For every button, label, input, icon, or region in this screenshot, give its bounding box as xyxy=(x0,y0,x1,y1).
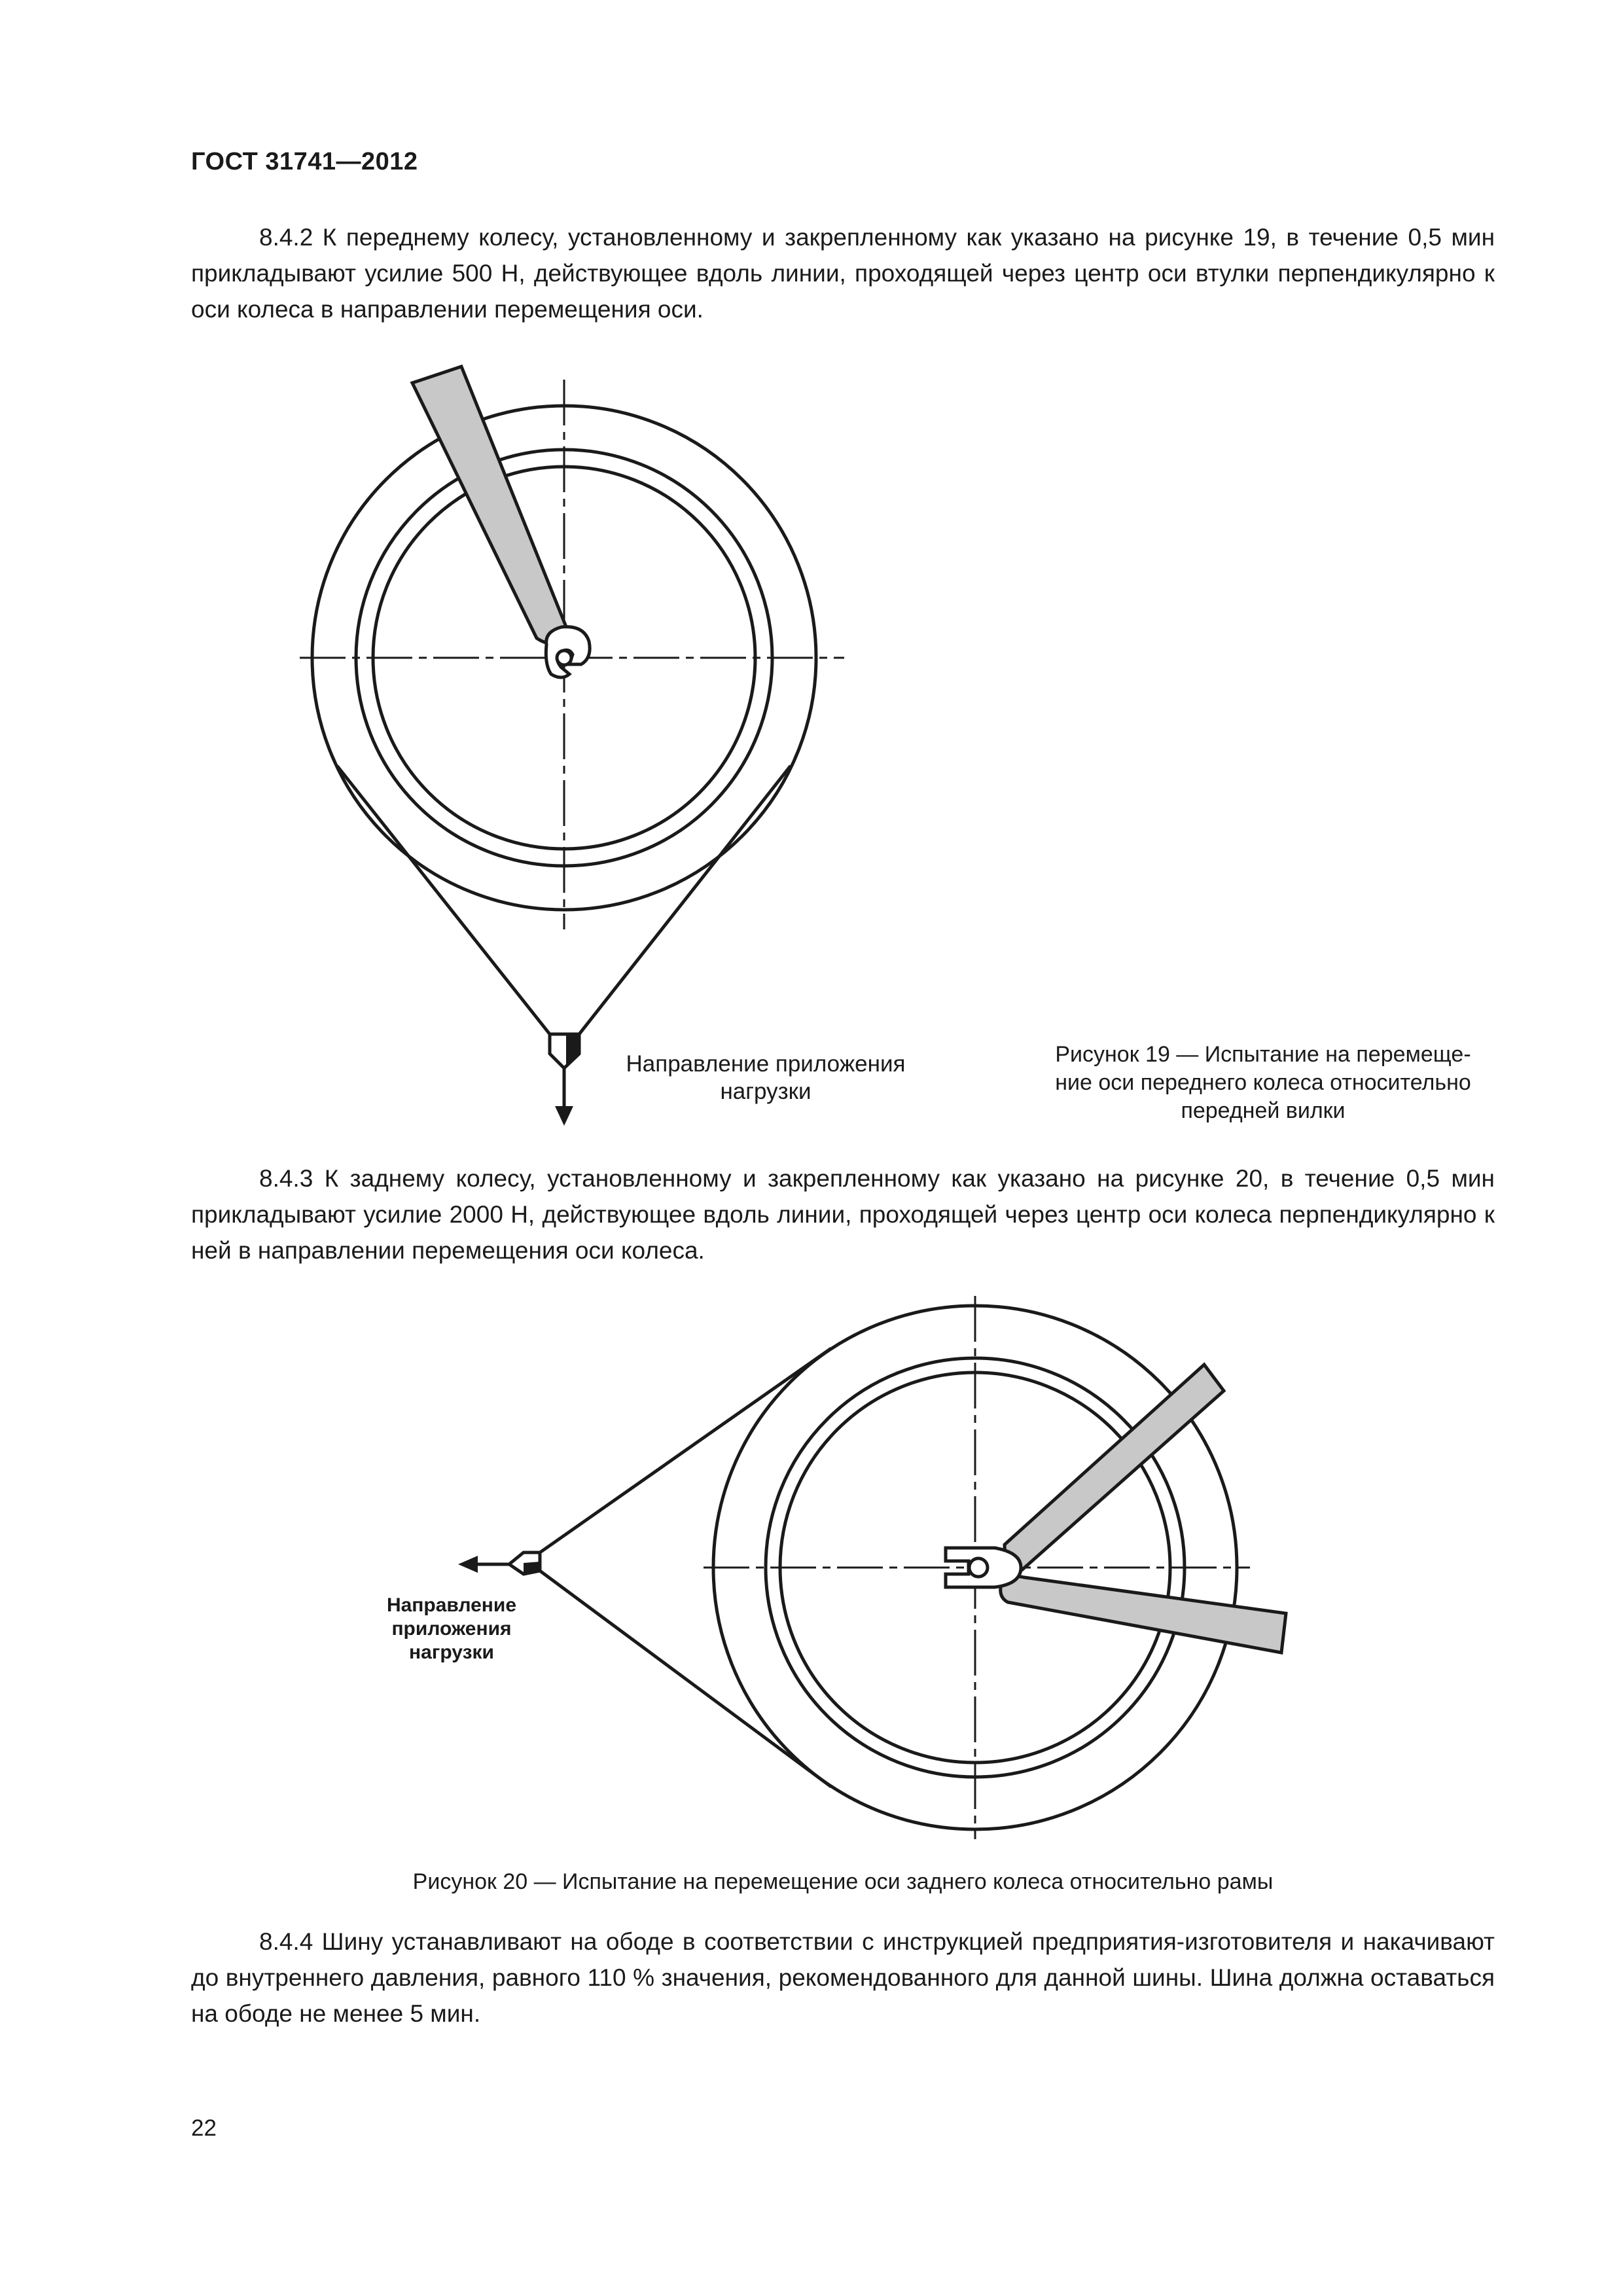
figure-19-caption-line1: Рисунок 19 — Испытание на перемеще- xyxy=(1055,1042,1471,1067)
fig20-load-arrow-head xyxy=(458,1556,478,1573)
fig20-strap-top xyxy=(540,1348,831,1552)
fig20-load-label-line2: приложения xyxy=(391,1618,512,1640)
fig20-axle xyxy=(969,1558,988,1577)
paragraph-8-4-3: 8.4.3 К заднему колесу, установленному и закрепленному как указано на рисунке 20, в течение 0,5 мин прикладывают усилие 2000 Н, действующее вдоль линии, проходящей через центр оси колеса перпендикулярно к ней в направлении перемещения оси колеса. xyxy=(191,1165,1495,1264)
fig19-load-label-line1: Направление приложения xyxy=(626,1051,906,1077)
fig20-strap-bottom xyxy=(540,1571,831,1787)
fig20-load-label-line3: нагрузки xyxy=(409,1641,494,1663)
fig20-load-label xyxy=(386,1594,517,1664)
page-number: 22 xyxy=(191,2115,217,2141)
fig19-load-label-line2: нагрузки xyxy=(720,1079,812,1104)
figure-19-caption-line3: передней вилки xyxy=(1181,1098,1346,1123)
paragraph-8-4-2: 8.4.2 К переднему колесу, установленному и закрепленному как указано на рисунке 19, в течение 0,5 мин прикладывают усилие 500 Н, действующее вдоль линии, проходящей через центр оси втулки перпендикулярно к оси колеса в направлении перемещения оси. xyxy=(191,224,1495,323)
fig20-upper-arm xyxy=(1005,1365,1224,1571)
document-header: ГОСТ 31741—2012 xyxy=(191,148,418,175)
paragraph-8-4-4: 8.4.4 Шину устанавливают на ободе в соответствии с инструкцией предприятия-изготовителя и накачивают до внутреннего давления, равного 110 % значения, рекомендованного для данной шины. Шина должна оставаться на ободе не менее 5 мин. xyxy=(191,1928,1495,2027)
fig20-lower-arm xyxy=(1001,1577,1286,1653)
figure-20-caption: Рисунок 20 — Испытание на перемещение оси заднего колеса относительно рамы xyxy=(412,1869,1274,1894)
fig20-load-label-line1: Направление xyxy=(386,1594,517,1616)
figure-19-caption-line2: ние оси переднего колеса относительно xyxy=(1055,1070,1471,1095)
